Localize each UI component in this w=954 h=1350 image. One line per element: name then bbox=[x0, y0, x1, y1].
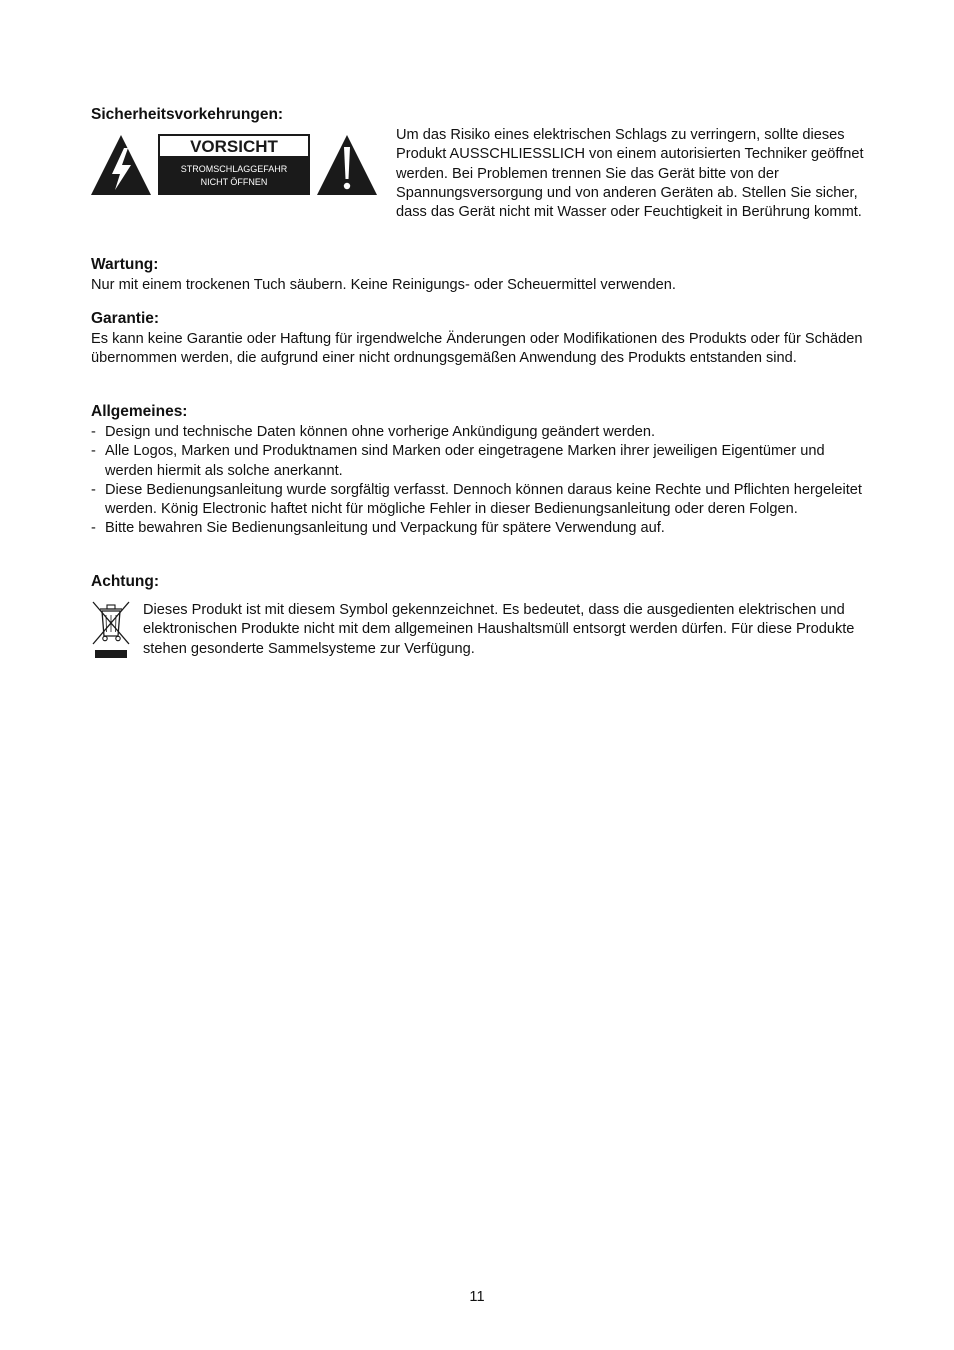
caution-label-line1: STROMSCHLAGGEFAHR bbox=[180, 164, 288, 174]
list-item-text: Diese Bedienungsanleitung wurde sorgfältig verfasst. Dennoch können daraus keine Rechte und Pflichten hergeleitet werden. König Electronic haftet nicht für mögliche Fehler in dieser Bedienungsanleitung oder deren Folgen. bbox=[105, 481, 862, 518]
list-item-text: Design und technische Daten können ohne vorherige Ankündigung geändert werden. bbox=[105, 424, 656, 440]
warranty-text: Es kann keine Garantie oder Haftung für irgendwelche Änderungen oder Modifikationen des Produkts oder für Schäden übernommen werden, die aufgrund einer nicht ordnungsgemäßen Anwendung des Produkts entstanden sind. bbox=[91, 331, 863, 367]
bullet-marker: - bbox=[91, 424, 96, 440]
exclamation-warning-icon bbox=[317, 135, 377, 195]
list-item-text: Bitte bewahren Sie Bedienungsanleitung und Verpackung für spätere Verwendung auf. bbox=[105, 520, 665, 537]
maintenance-heading: Wartung: bbox=[91, 256, 159, 273]
page-number: 11 bbox=[469, 1289, 485, 1305]
bullet-marker: - bbox=[91, 520, 96, 537]
attention-text: Dieses Produkt ist mit diesem Symbol gekennzeichnet. Es bedeutet, dass die ausgedienten elektrischen und elektronischen Produkte nicht mit dem allgemeinen Haushaltsmüll entsorgt werden dürfen. Für diese Produkte stehen gesonderte Sammelsysteme zur Verfügung. bbox=[143, 602, 855, 657]
warranty-heading: Garantie: bbox=[91, 310, 160, 327]
caution-label bbox=[158, 134, 310, 195]
list-item bbox=[91, 481, 871, 520]
general-heading: Allgemeines: bbox=[91, 403, 188, 420]
caution-label-title: VORSICHT bbox=[190, 137, 278, 156]
safety-text: Um das Risiko eines elektrischen Schlags zu verringern, sollte dieses Produkt AUSSCHLIESSLICH von einem autorisierten Techniker geöffnet werden. Bei Problemen trennen Sie das Gerät bitte von der Spannungsversorgung und von anderen Geräten ab. Stellen Sie sicher, dass das Gerät nicht mit Wasser oder Feuchtigkeit in Berührung kommt. bbox=[396, 127, 864, 221]
general-list bbox=[91, 423, 871, 539]
crossed-bin-icon bbox=[91, 600, 131, 660]
bullet-marker: - bbox=[91, 481, 96, 498]
list-item bbox=[91, 423, 871, 442]
list-item bbox=[91, 442, 871, 481]
electric-shock-warning-icon bbox=[91, 135, 151, 195]
list-item bbox=[91, 519, 871, 538]
maintenance-text: Nur mit einem trockenen Tuch säubern. Keine Reinigungs- oder Scheuermittel verwenden. bbox=[91, 277, 676, 293]
attention-heading: Achtung: bbox=[91, 573, 160, 590]
caution-label-line2: NICHT ÖFFNEN bbox=[200, 177, 268, 187]
bullet-marker: - bbox=[91, 443, 96, 460]
caution-sign-group bbox=[91, 134, 377, 198]
safety-heading: Sicherheitsvorkehrungen: bbox=[91, 106, 284, 123]
list-item-text: Alle Logos, Marken und Produktnamen sind Marken oder eingetragene Marken ihrer jeweiligen Eigentümer und werden hiermit als solche anerkannt. bbox=[105, 443, 825, 479]
